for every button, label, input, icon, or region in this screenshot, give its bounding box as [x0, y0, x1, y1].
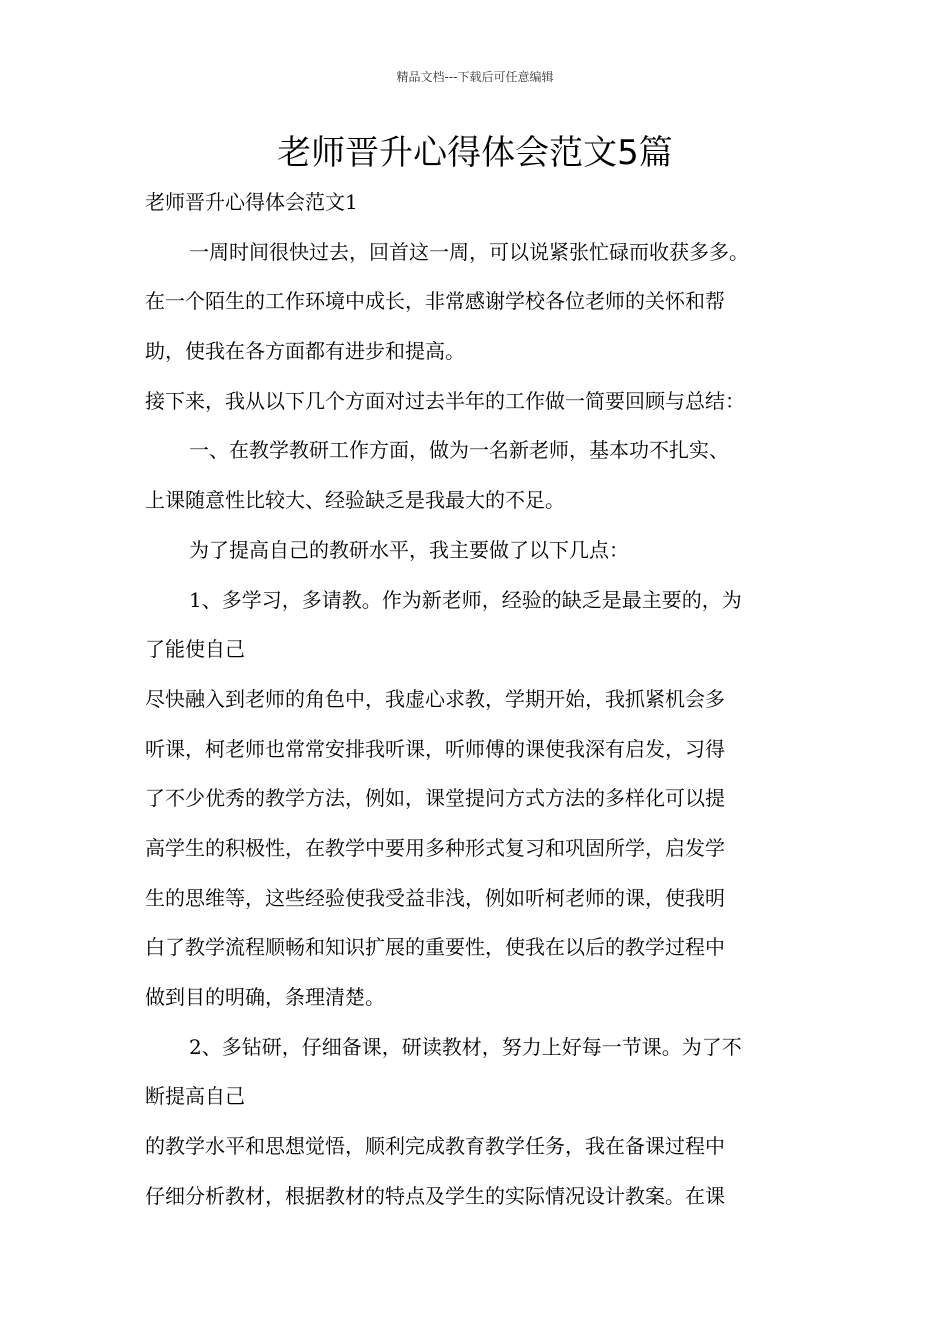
text-line: 仔细分析教材，根据教材的特点及学生的实际情况设计教案。在课 [145, 1183, 725, 1208]
text-line: 的教学水平和思想觉悟，顺利完成教育教学任务，我在备课过程中 [145, 1134, 725, 1159]
text-line: 在一个陌生的工作环境中成长，非常感谢学校各位老师的关怀和帮 [145, 289, 725, 314]
text-line: 断提高自己 [145, 1084, 245, 1109]
text-line: 2、多钻研，仔细备课，研读教材，努力上好每一节课。为了不 [189, 1034, 742, 1059]
text-line: 白了教学流程顺畅和知识扩展的重要性，使我在以后的教学过程中 [145, 935, 725, 960]
text-line: 老师晋升心得体会范文1 [145, 190, 358, 214]
text-line: 了不少优秀的教学方法，例如，课堂提问方式方法的多样化可以提 [145, 786, 725, 811]
text-line: 生的思维等，这些经验使我受益非浅，例如听柯老师的课，使我明 [145, 885, 725, 910]
text-line: 一周时间很快过去，回首这一周，可以说紧张忙碌而收获多多。 [189, 239, 749, 264]
text-line: 接下来，我从以下几个方面对过去半年的工作做一简要回顾与总结： [145, 388, 745, 413]
text-line: 一、在教学教研工作方面，做为一名新老师，基本功不扎实、 [189, 438, 729, 463]
header-note: 精品文档---下载后可任意编辑 [396, 70, 554, 84]
text-line: 做到目的明确，条理清楚。 [145, 985, 385, 1009]
text-line: 听课，柯老师也常常安排我听课，听师傅的课使我深有启发，习得 [145, 736, 725, 761]
document-body [145, 182, 815, 1225]
text-line: 尽快融入到老师的角色中，我虚心求教，学期开始，我抓紧机会多 [145, 686, 725, 711]
text-line: 高学生的积极性，在教学中要用多种形式复习和巩固所学，启发学 [145, 835, 725, 860]
text-line: 为了提高自己的教研水平，我主要做了以下几点： [189, 537, 629, 562]
document-title: 老师晋升心得体会范文5篇 [277, 133, 673, 173]
text-line: 了能使自己 [145, 637, 245, 662]
text-line: 1、多学习，多请教。作为新老师，经验的缺乏是最主要的，为 [189, 587, 742, 612]
text-line: 助，使我在各方面都有进步和提高。 [145, 339, 465, 364]
text-line: 上课随意性比较大、经验缺乏是我最大的不足。 [145, 488, 565, 513]
